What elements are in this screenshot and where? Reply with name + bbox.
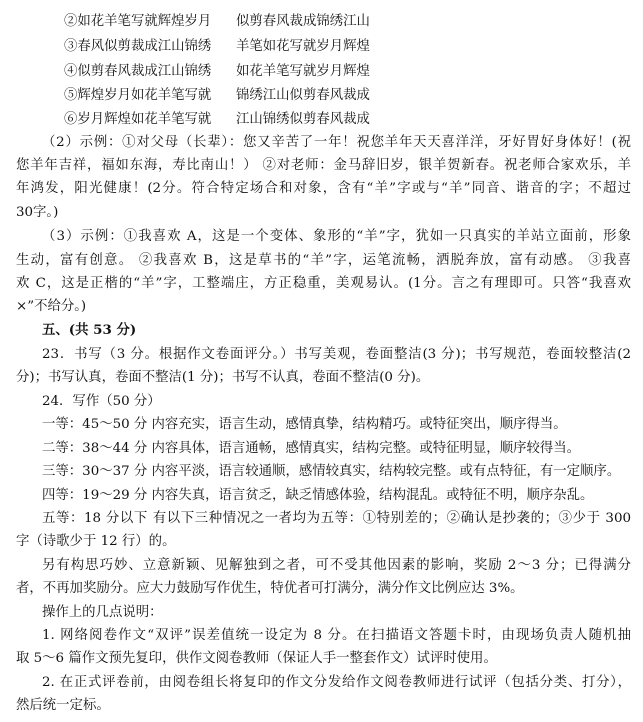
q3-line: 生动，富有创意。 ②我喜欢 B，这是草书的“羊”字，运笔流畅，洒脱奔放，富有动感。 ③我喜 [16,253,631,268]
couplet-first: ⑤辉煌岁月如花羊笔写就 [64,88,212,103]
couplet-first: ④似剪春风裁成江山锦绣 [64,64,212,79]
grade-line: 三等：30～37 分 内容平淡，语言较通顺，感情较真实，结构较完整。或有点特征，有一定顺序。 [42,464,621,479]
op-line: 取 5～6 篇作文预先复印，供作文阅卷教师（保证人手一整套作文）试评时使用。 [16,651,497,666]
q3-line: ×”不给分。) [16,299,87,314]
section-heading: 五、(共 53 分) [42,322,137,338]
grade-line: 四等：19～29 分 内容失真，语言贫乏，缺乏情感体验，结构混乱。或特征不明，顺序杂乱。 [42,488,594,503]
couplet-second: 锦绣江山似剪春风裁成 [236,88,370,103]
grade-line: 二等：38～44 分 内容具体，语言通畅，感情真实，结构完整。或特征明显，顺序较得当。 [42,441,581,456]
extra-line: 者，不再加奖励分。应大力鼓励写作优生，特优者可打满分，满分作文比例应达 3%。 [16,581,524,596]
couplet-first: ②如花羊笔写就辉煌岁月 [64,14,212,29]
q2-line: （2）示例：①对父母（长辈）：您又辛苦了一年！祝您羊年天天喜洋洋，牙好胃好身体好！(祝 [42,135,631,150]
q2-line: 您羊年吉祥，福如东海，寿比南山！） ②对老师：金马辞旧岁，银羊贺新春。祝老师合家欢乐，羊 [16,158,631,173]
q23-line: 分)；书写认真，卷面不整洁(1 分)；书写不认真，卷面不整洁(0 分)。 [16,370,430,385]
couplet-first: ⑥岁月辉煌如花羊笔写就 [64,112,212,127]
couplet-pair [64,13,370,30]
couplet-pair [64,63,370,80]
op-line: 2. 在正式评卷前，由阅卷组长将复印的作文分发给作文阅卷教师进行试评（包括分类、打分）， [42,675,631,690]
q2-line: 30字。) [16,205,59,220]
grade-line: 字（诗歌少于 12 行）的。 [16,534,176,549]
couplet-second: 似剪春风裁成锦绣江山 [236,14,370,29]
couplet-second: 江山锦绣似剪春风裁成 [236,112,370,127]
couplet-pair [64,111,370,128]
q23-line: 23．书写（3 分。根据作文卷面评分。）书写美观，卷面整洁(3 分)；书写规范，卷面较整洁(2 [42,347,631,362]
q2-line: 年鸿发，阳光健康！(2分。符合特定场合和对象，含有“羊”字或与“羊”同音、谐音的字；不超过 [16,181,631,196]
extra-line: 另有构思巧妙、立意新颖、见解独到之者，可不受其他因素的影响，奖励 2～3 分；已得满分 [42,558,631,573]
q3-line: （3）示例：①我喜欢 A，这是一个变体、象形的“羊”字，犹如一只真实的羊站立面前，形象 [42,229,631,244]
op-line: 然后统一定标。 [16,698,110,713]
couplet-second: 如花羊笔写就岁月辉煌 [236,64,370,79]
q3-line: 欢 C，这是正楷的“羊”字，工整端庄，方正稳重，美观易认。(1分。言之有理即可。只答“我喜欢 [16,276,631,291]
grade-line: 一等：45～50 分 内容充实，语言生动，感情真挚，结构精巧。或特征突出，顺序得当。 [42,417,567,432]
couplet-first: ③春风似剪裁成江山锦绣 [64,39,212,54]
q24-title: 24．写作（50 分） [42,394,161,409]
ops-title: 操作上的几点说明： [42,605,163,620]
grade-line: 五等：18 分以下 有以下三种情况之一者均为五等：①特别差的；②确认是抄袭的；③少于 300 [42,511,631,526]
couplet-second: 羊笔如花写就岁月辉煌 [236,39,370,54]
couplet-pair [64,87,370,104]
op-line: 1. 网络阅卷作文“双评”误差值统一设定为 8 分。在扫描语文答题卡时，由现场负责人随机抽 [42,628,631,643]
couplet-pair [64,38,370,55]
